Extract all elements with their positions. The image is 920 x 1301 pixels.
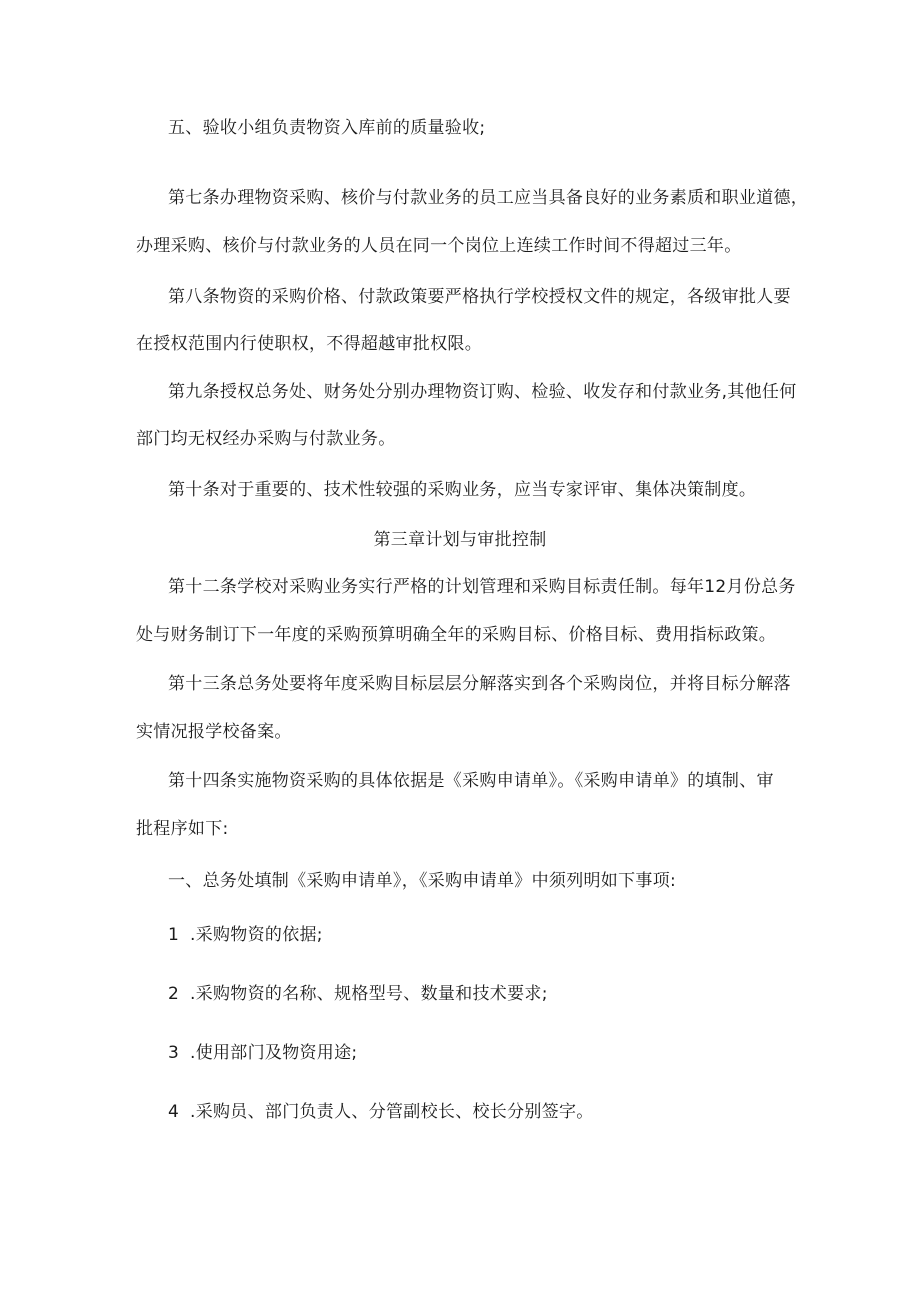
list-item-number: 1 bbox=[168, 925, 180, 945]
paragraph-acceptance: 五、验收小组负责物资入库前的质量验收; bbox=[168, 118, 486, 138]
article-14-line-1: 第十四条实施物资采购的具体依据是《采购申请单》。《采购申请单》的填制、审 bbox=[168, 771, 774, 791]
article-13-line-1: 第十三条总务处要将年度采购目标层层分解落实到各个采购岗位，并将目标分解落 bbox=[168, 674, 791, 694]
article-14-line-2: 批程序如下: bbox=[136, 819, 229, 839]
article-9-line-2: 部门均无权经办采购与付款业务。 bbox=[136, 429, 396, 449]
article-7-line-2: 办理采购、核价与付款业务的人员在同一个岗位上连续工作时间不得超过三年。 bbox=[136, 236, 742, 256]
article-8-line-1: 第八条物资的采购价格、付款政策要严格执行学校授权文件的规定，各级审批人要 bbox=[168, 287, 791, 307]
article-12-line-1: 第十二条学校对采购业务实行严格的计划管理和采购目标责任制。每年12月份总务 bbox=[168, 577, 796, 597]
article-7-line-1: 第七条办理物资采购、核价与付款业务的员工应当具备良好的业务素质和职业道德， bbox=[168, 188, 809, 208]
list-item bbox=[168, 1100, 594, 1124]
list-item-text: .采购物资的依据; bbox=[190, 925, 323, 945]
list-item-text: .使用部门及物资用途; bbox=[190, 1043, 358, 1063]
article-13-line-2: 实情况报学校备案。 bbox=[136, 722, 292, 742]
list-item-text: .采购物资的名称、规格型号、数量和技术要求; bbox=[190, 984, 548, 1004]
list-item-number: 3 bbox=[168, 1043, 180, 1063]
list-item-text: .采购员、部门负责人、分管副校长、校长分别签字。 bbox=[190, 1102, 594, 1122]
chapter-heading: 第三章计划与审批控制 bbox=[373, 530, 547, 550]
list-item bbox=[168, 923, 323, 947]
article-9-line-1: 第九条授权总务处、财务处分别办理物资订购、检验、收发存和付款业务,其他任何 bbox=[168, 382, 797, 402]
article-12-line-2: 处与财务制订下一年度的采购预算明确全年的采购目标、价格目标、费用指标政策。 bbox=[136, 625, 777, 645]
list-item bbox=[168, 982, 548, 1006]
article-8-line-2: 在授权范围内行使职权，不得超越审批权限。 bbox=[136, 334, 482, 354]
list-item-number: 2 bbox=[168, 984, 180, 1004]
article-10: 第十条对于重要的、技术性较强的采购业务，应当专家评审、集体决策制度。 bbox=[168, 480, 757, 500]
list-item bbox=[168, 1041, 357, 1065]
list-item-number: 4 bbox=[168, 1102, 180, 1122]
procedure-item-1: 一、总务处填制《采购申请单》，《采购申请单》中须列明如下事项: bbox=[168, 871, 677, 891]
